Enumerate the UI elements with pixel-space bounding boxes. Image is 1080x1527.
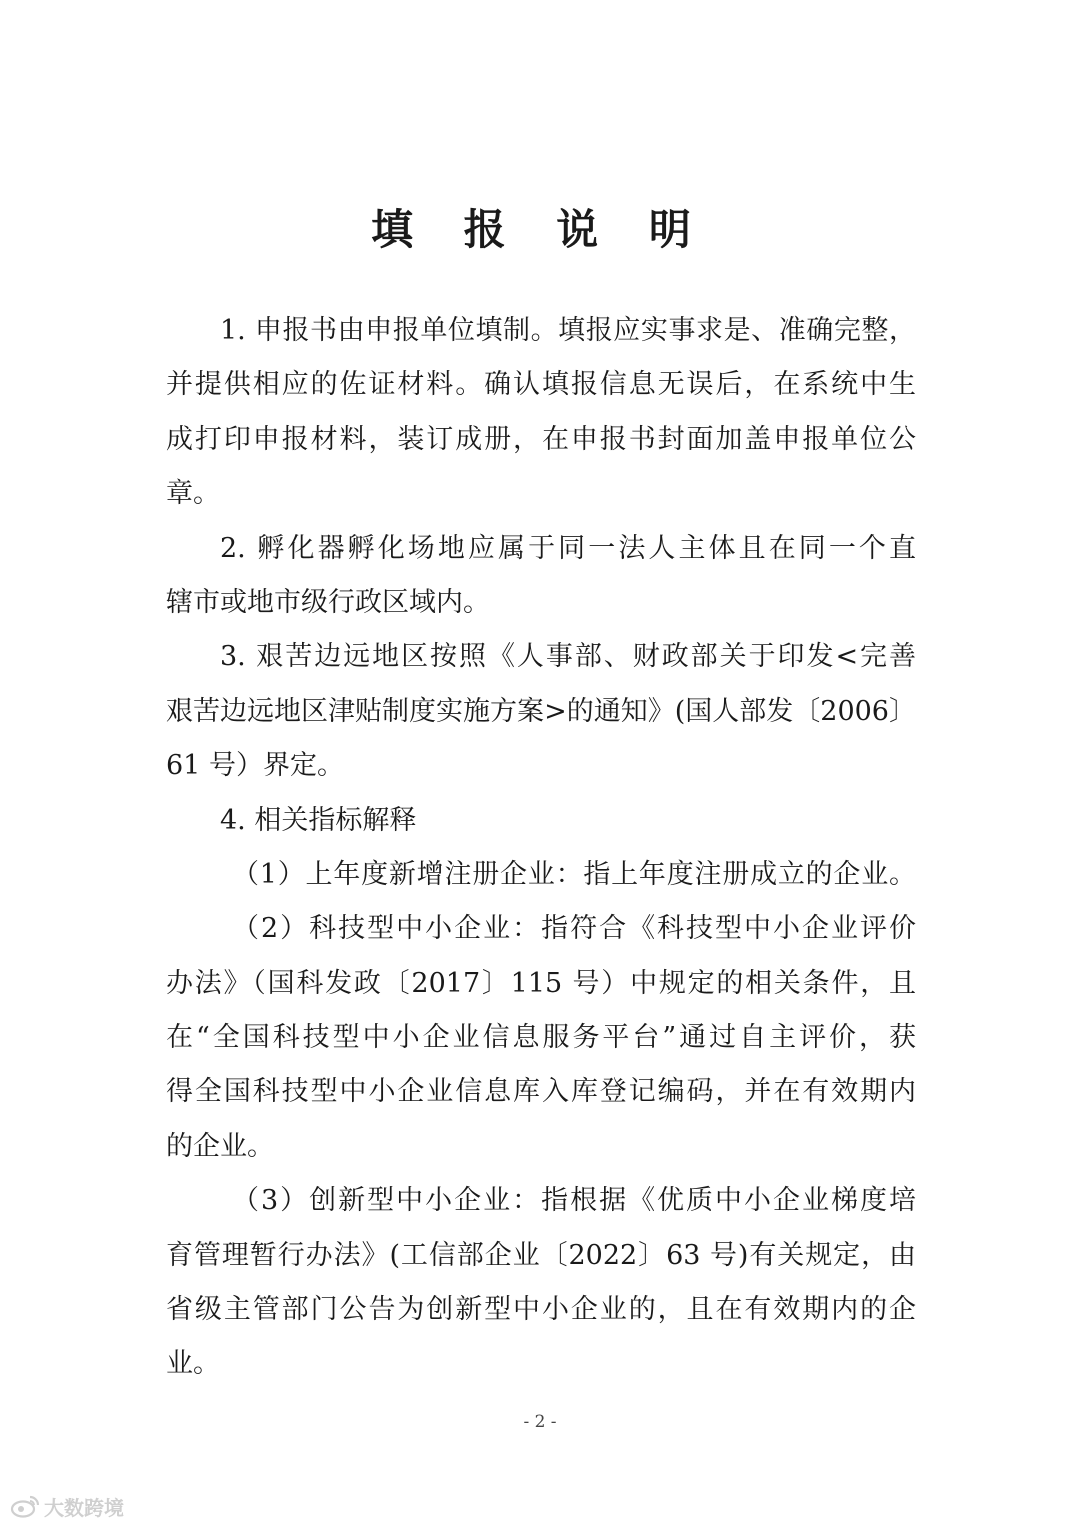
watermark bbox=[10, 1493, 124, 1519]
text-line: （3）创新型中小企业：指根据《优质中小企业梯度培 bbox=[232, 1185, 916, 1217]
text-line: （1）上年度新增注册企业：指上年度注册成立的企业。 bbox=[232, 858, 916, 890]
text-line: 61 号）界定。 bbox=[166, 750, 344, 782]
text-line: 的企业。 bbox=[166, 1130, 274, 1162]
text-line: 成打印申报材料，装订成册，在申报书封面加盖申报单位公 bbox=[166, 423, 916, 455]
text-line: 得全国科技型中小企业信息库入库登记编码，并在有效期内 bbox=[166, 1076, 916, 1108]
text-line: 省级主管部门公告为创新型中小企业的，且在有效期内的企 bbox=[166, 1294, 916, 1326]
text-line: 在“全国科技型中小企业信息服务平台”通过自主评价，获 bbox=[166, 1022, 916, 1054]
text-line: 艰苦边远地区津贴制度实施方案>的通知》(国人部发〔2006〕 bbox=[166, 695, 916, 727]
page-number: - 2 - bbox=[523, 1412, 557, 1432]
document-title: 填 报 说 明 bbox=[371, 205, 709, 254]
text-line: 1. 申报书由申报单位填制。填报应实事求是、准确完整， bbox=[220, 315, 916, 346]
watermark-text: 大数跨境 bbox=[44, 1495, 124, 1520]
text-line: 辖市或地市级行政区域内。 bbox=[166, 586, 490, 618]
text-line: 3. 艰苦边远地区按照《人事部、财政部关于印发<完善 bbox=[220, 641, 916, 673]
weibo-logo-icon bbox=[10, 1494, 40, 1518]
text-line: 4. 相关指标解释 bbox=[220, 804, 417, 836]
text-line: 并提供相应的佐证材料。确认填报信息无误后，在系统中生 bbox=[166, 369, 916, 401]
document-body bbox=[166, 304, 916, 1392]
text-line: 办法》（国科发政〔2017〕115 号）中规定的相关条件，且 bbox=[166, 967, 916, 999]
text-line: 2. 孵化器孵化场地应属于同一法人主体且在同一个直 bbox=[220, 532, 916, 564]
text-line: 业。 bbox=[166, 1348, 220, 1380]
text-line: （2）科技型中小企业：指符合《科技型中小企业评价 bbox=[232, 913, 916, 945]
text-line: 育管理暂行办法》(工信部企业〔2022〕63 号)有关规定，由 bbox=[166, 1239, 916, 1271]
text-line: 章。 bbox=[166, 478, 220, 510]
